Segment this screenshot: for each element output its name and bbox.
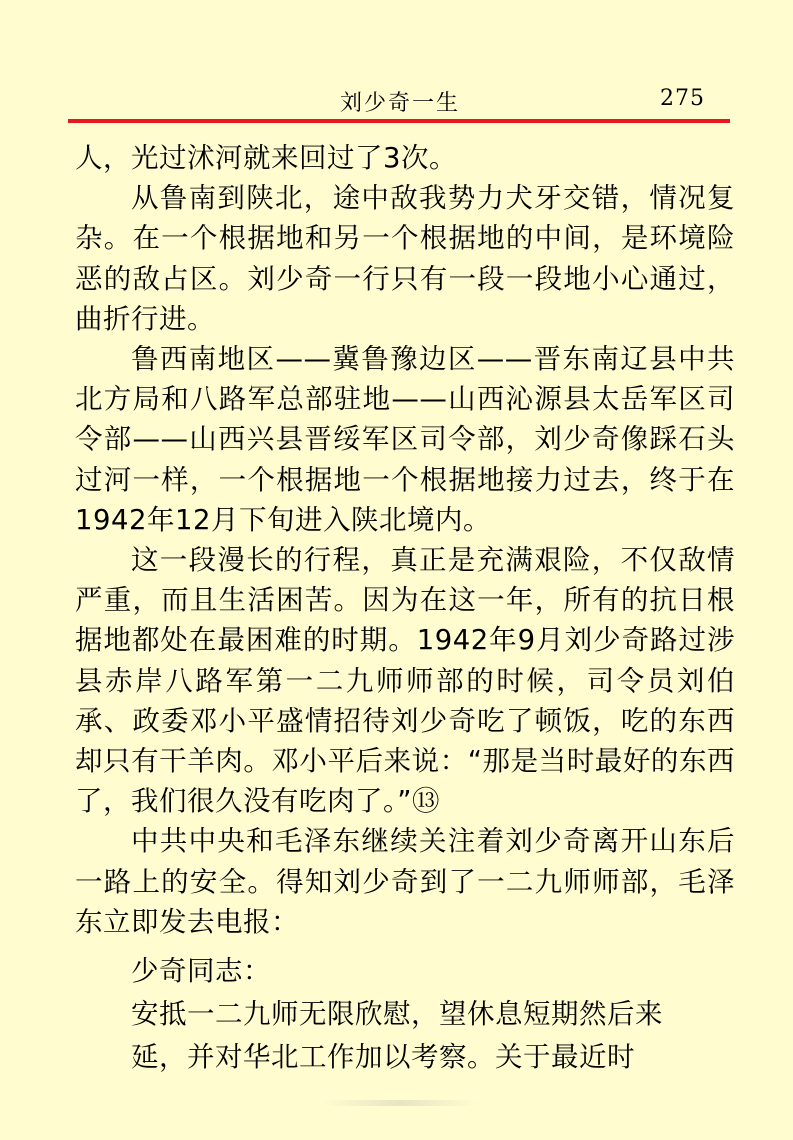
main-text bbox=[75, 138, 735, 942]
page-header bbox=[0, 0, 793, 125]
paragraph: 鲁西南地区——冀鲁豫边区——晋东南辽县中共北方局和八路军总部驻地——山西沁源县太岳军区司令部——山西兴县晋绥军区司令部，刘少奇像踩石头过河一样，一个根据地一个根据地接力过去，终于在1942年12月下旬进入陕北境内。 bbox=[75, 343, 735, 536]
paragraph: 从鲁南到陕北，途中敌我势力犬牙交错，情况复杂。在一个根据地和另一个根据地的中间，是环境险恶的敌占区。刘少奇一行只有一段一段地小心通过，曲折行进。 bbox=[75, 182, 735, 335]
paragraph: 人，光过沭河就来回过了3次。 bbox=[75, 142, 457, 174]
telegram-salutation: 少奇同志： bbox=[131, 955, 271, 987]
paragraph: 中共中央和毛泽东继续关注着刘少奇离开山东后一路上的安全。得知刘少奇到了一二九师师部，毛泽东立即发去电报： bbox=[75, 825, 735, 938]
telegram-quote bbox=[131, 950, 691, 1079]
header-rule bbox=[68, 119, 730, 123]
footer-smudge bbox=[320, 1100, 480, 1106]
telegram-body: 安抵一二九师无限欣慰，望休息短期然后来延，并对华北工作加以考察。关于最近时 bbox=[131, 998, 663, 1073]
page-number: 275 bbox=[660, 86, 705, 111]
running-title: 刘少奇一生 bbox=[340, 91, 461, 116]
paragraph: 这一段漫长的行程，真正是充满艰险，不仅敌情严重，而且生活困苦。因为在这一年，所有的抗日根据地都处在最困难的时期。1942年9月刘少奇路过涉县赤岸八路军第一二九师师部的时候，司令员刘伯承、政委邓小平盛情招待刘少奇吃了顿饭，吃的东西却只有干羊肉。邓小平后来说：“那是当时最好的东西了，我们很久没有吃肉了。”⑬ bbox=[75, 544, 735, 818]
